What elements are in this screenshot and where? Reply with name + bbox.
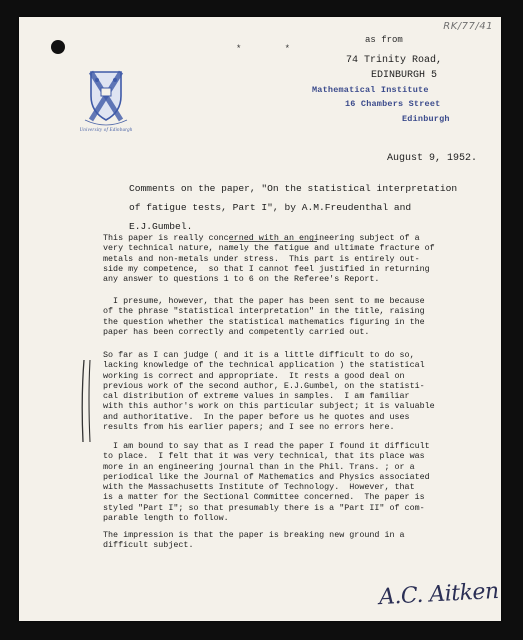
letter-date: August 9, 1952. bbox=[387, 153, 478, 164]
text-line: metals and non-metals under stress. This part is entirely out- bbox=[103, 253, 420, 264]
text-line: to place. I felt that it was very technical, that its place was bbox=[103, 451, 425, 462]
text-line: the question whether the statistical mathematics figuring in the bbox=[103, 316, 425, 327]
paragraph-2 bbox=[103, 296, 493, 337]
title-line: Comments on the paper, "On the statistical interpretation bbox=[129, 183, 458, 194]
crest-label: University of Edinburgh bbox=[79, 128, 133, 133]
margin-pencil-mark bbox=[78, 358, 98, 444]
paragraph-5 bbox=[103, 530, 493, 551]
text-line: previous work of the second author, E.J.Gumbel, on the statisti- bbox=[103, 380, 425, 391]
text-line: very technical nature, namely the fatigue and ultimate fracture of bbox=[103, 243, 435, 254]
text-line: parable length to follow. bbox=[103, 513, 229, 524]
text-line: results from his earlier papers; and I see no errors here. bbox=[103, 422, 395, 433]
address-line: EDINBURGH 5 bbox=[371, 70, 438, 81]
text-line: and authoritative. In the paper before us he quotes and uses bbox=[103, 411, 410, 422]
shield-icon bbox=[75, 66, 137, 128]
letter-page bbox=[19, 17, 501, 621]
letter-title bbox=[129, 179, 489, 236]
text-line: difficult subject. bbox=[103, 540, 194, 551]
text-line: working is correct and appropriate. It rests a good deal on bbox=[103, 370, 405, 381]
text-line: paper has been correctly and competently carried out. bbox=[103, 326, 370, 337]
handwritten-signature: A.C. Aitken bbox=[378, 578, 500, 611]
text-line: styled "Part I"; so that presumably there is a "Part II" of com- bbox=[103, 502, 425, 513]
pencil-marks: * * bbox=[236, 44, 291, 54]
punch-hole bbox=[51, 40, 65, 54]
as-from-label: as from bbox=[365, 35, 403, 45]
text-line: The impression is that the paper is breaking new ground in a bbox=[103, 530, 405, 540]
text-line: I am bound to say that as I read the paper I found it difficult bbox=[103, 441, 430, 451]
text-line: of the phrase "statistical interpretation" in the title, raising bbox=[103, 306, 425, 317]
institute-stamp-line: Mathematical Institute bbox=[312, 85, 429, 95]
text-line: This paper is really concerned with an engineering subject of a bbox=[103, 233, 420, 243]
paragraph-3 bbox=[103, 350, 493, 432]
text-line: with this author's work on this particular subject; it is valuable bbox=[103, 401, 435, 412]
university-crest-logo bbox=[75, 66, 137, 140]
text-line: more in an engineering journal than in the Phil. Trans. ; or a bbox=[103, 461, 415, 472]
address-line: 74 Trinity Road, bbox=[346, 55, 443, 66]
text-line: I presume, however, that the paper has been sent to me because bbox=[103, 296, 425, 306]
text-line: lacking knowledge of the technical application ) the statistical bbox=[103, 360, 425, 371]
text-line: So far as I can judge ( and it is a little difficult to do so, bbox=[103, 350, 415, 360]
paragraph-4 bbox=[103, 441, 493, 523]
title-line: of fatigue tests, Part I", by A.M.Freudenthal and bbox=[129, 202, 412, 213]
institute-stamp-line: Edinburgh bbox=[402, 114, 450, 124]
text-line: cal distribution of extreme values in samples. I am familiar bbox=[103, 391, 410, 402]
home-address bbox=[346, 53, 442, 83]
archive-reference: RK/77/41 bbox=[443, 21, 493, 32]
title-line: E.J.Gumbel. bbox=[129, 221, 193, 232]
text-line: periodical like the Journal of Mathematics and Physics associated bbox=[103, 471, 430, 482]
text-line: side my competence, so that I cannot feel justified in returning bbox=[103, 263, 430, 274]
text-line: is a matter for the Sectional Committee concerned. The paper is bbox=[103, 492, 425, 503]
text-line: any answer to questions 1 to 6 on the Referee's Report. bbox=[103, 274, 380, 285]
paragraph-1 bbox=[103, 233, 493, 284]
text-line: with the Massachusetts Institute of Technology. However, that bbox=[103, 482, 415, 493]
institute-stamp-line: 16 Chambers Street bbox=[345, 99, 441, 109]
